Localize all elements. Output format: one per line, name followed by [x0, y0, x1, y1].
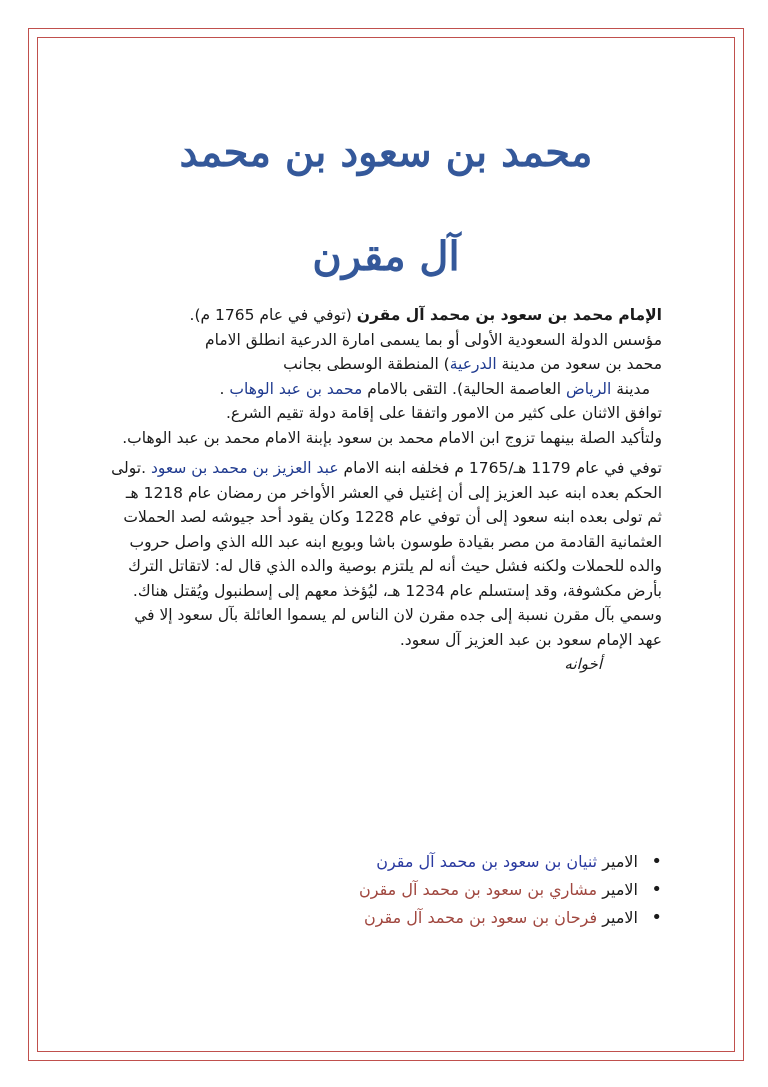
paragraph-founder — [110, 328, 662, 377]
riyadh-pre: مدينة — [611, 379, 650, 398]
title-line-1: محمد بن سعود بن محمد — [179, 129, 593, 176]
sibling-prefix: الامير — [602, 880, 638, 899]
list-item — [110, 848, 662, 876]
document-page — [110, 0, 662, 1087]
siblings-list — [110, 848, 662, 932]
succession-post: .تولى الحكم بعده ابنه عبد العزيز إلى أن إغتيل في العشر الأواخر من رمضان عام 1218 هـ ثم تولى بعده ابنه سعود إلى أن توفي عام 1228 وكان يقود أحد جيوشه لصد الحملات العثمانية القادمة من مصر بقيادة طوسون باشا وبويع ابنه عبد الله الذي واصل حروب والده للحملات ولكنه فشل حيث أنه لم يلتزم بوصية والده الذي قال له: لاتقاتل الترك بأرض مكشوفة، وقد إستسلم عام 1234 هـ، ليُؤخذ معهم إلى إسطنبول ويُقتل هناك. — [111, 459, 662, 600]
sibling-prefix: الامير — [602, 908, 638, 927]
founder-text: محمد بن سعود من مدينة — [496, 355, 662, 373]
link-riyadh[interactable]: الرياض — [565, 379, 612, 398]
link-abdulaziz[interactable]: عبد العزيز بن محمد بن سعود — [150, 459, 339, 477]
paragraph-name-origin: وسمي بآل مقرن نسبة إلى جده مقرن لان الناس لم يسموا العائلة بآل سعود إلا في عهد الإمام سعود بن عبد العزيز آل سعود. — [134, 606, 662, 649]
intro-name: الإمام محمد بن سعود بن محمد آل مقرن — [356, 306, 662, 324]
riyadh-post: . — [219, 379, 230, 398]
intro-death: (توفي في عام 1765 م). — [189, 306, 357, 324]
bullet-icon: • — [651, 879, 662, 900]
siblings-heading: أخوانه — [564, 655, 602, 673]
sibling-prefix: الامير — [602, 852, 638, 871]
riyadh-mid: العاصمة الحالية). التقى بالامام — [362, 379, 566, 398]
paragraph-agreement: توافق الاثنان على كثير من الامور واتفقا على إقامة دولة تقيم الشرع. — [225, 404, 662, 422]
founder-line: مؤسس الدولة السعودية الأولى أو بما يسمى امارة الدرعية انطلق الامام — [205, 330, 662, 349]
link-sibling-thunayan[interactable]: ثنيان بن سعود بن محمد آل مقرن — [376, 852, 598, 871]
list-item — [110, 876, 662, 904]
paragraph-succession — [110, 456, 662, 603]
link-sibling-mishari[interactable]: مشاري بن سعود بن محمد آل مقرن — [358, 880, 598, 899]
bullet-icon: • — [651, 907, 662, 928]
link-sibling-farhan[interactable]: فرحان بن سعود بن محمد آل مقرن — [363, 908, 598, 927]
bullet-icon: • — [651, 851, 662, 872]
link-ibn-abdulwahhab[interactable]: محمد بن عبد الوهاب — [229, 379, 363, 398]
succession-pre: توفي في عام 1179 هـ/1765 م فخلفه ابنه الامام — [338, 459, 662, 477]
list-item — [110, 904, 662, 932]
document-body — [110, 303, 662, 677]
link-diriyah[interactable]: الدرعية — [449, 355, 497, 373]
founder-text-post: ) المنطقة الوسطى بجانب — [283, 355, 450, 373]
paragraph-riyadh — [110, 377, 662, 402]
paragraph-intro — [110, 303, 662, 328]
title-line-2: آل مقرن — [312, 233, 460, 280]
paragraph-marriage: ولتأكيد الصلة بينهما تزوج ابن الامام محمد بن سعود بإبنة الامام محمد بن عبد الوهاب. — [122, 428, 662, 447]
